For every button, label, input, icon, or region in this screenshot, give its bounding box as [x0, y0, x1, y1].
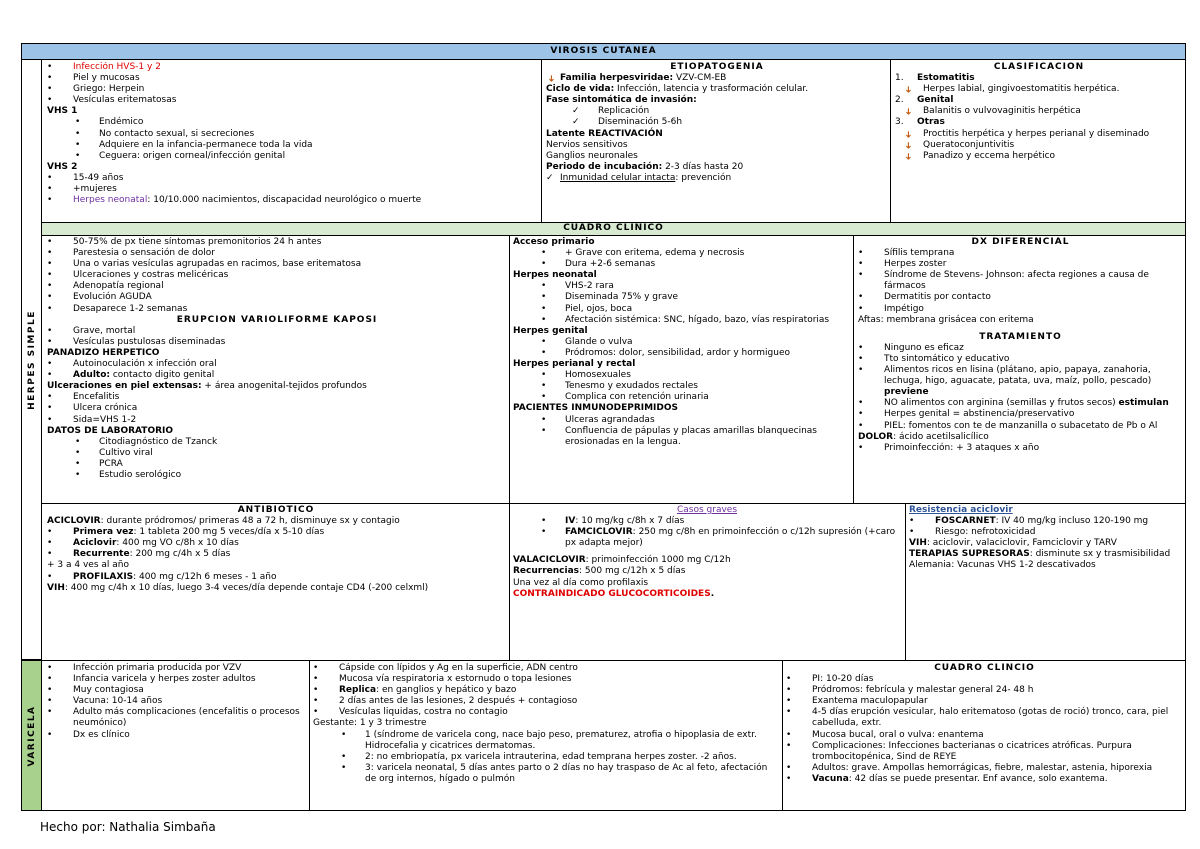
gestante-item: 2: no embriopatía, px varicela intrauterina, edad temprana herpes zoster. -2 años. [365, 751, 737, 762]
antibiotico-block [47, 505, 505, 657]
cc-item: Pródromos: dolor, sensibilidad, ardor y hormigueo [565, 347, 791, 358]
var-item: Mucosa bucal, oral o vulva: enantema [812, 729, 984, 740]
divider [541, 59, 542, 222]
cc-item: Encefalitis [73, 392, 120, 403]
divider [782, 660, 783, 811]
divider [890, 59, 891, 222]
tto-item: Herpes genital = abstinencia/preservativo [884, 409, 1075, 420]
var-item: PI: 10-20 días [812, 674, 874, 685]
divider [509, 503, 510, 660]
neonatal-heading: Herpes neonatal [513, 270, 597, 281]
aciclovir-label: ACICLOVIR [47, 516, 101, 527]
tto-item: Tto sintomático y educativo [884, 353, 1010, 364]
vhs1-item: Ceguera: origen corneal/infección genital [99, 150, 286, 161]
latente-item: Nervios sensitivos [546, 139, 628, 150]
adulto-text: contacto digito genital [109, 370, 215, 381]
divider [905, 503, 906, 660]
herpes-neonatal-label: Herpes neonatal [73, 195, 148, 206]
cc-item: Una o varias vesículas agrupadas en racimos, base eritematosa [73, 259, 362, 270]
clasif-item: Estomatitis [917, 73, 975, 84]
foscarnet-label: FOSCARNET [935, 516, 996, 527]
dx-item: Impétigo [884, 303, 924, 314]
var-item: Mucosa vía respiratoria x estornudo o topa lesiones [339, 674, 572, 685]
replica-text: : en ganglios y hepático y bazo [376, 685, 517, 696]
intro-item: Griego: Herpein [73, 84, 145, 95]
lab-item: PCRA [99, 458, 123, 469]
gestante-item: 3: varicela neonatal, 5 días antes parto o 2 días no hay traspaso de Ac al feto, afectación de org internos, hígado o pulmón [365, 762, 768, 784]
dolor-text: : ácido acetilsalicílico [893, 431, 989, 442]
intro-item: Piel y mucosas [73, 73, 140, 84]
cc-item: Sida=VHS 1-2 [73, 414, 137, 425]
tto-item: NO alimentos con arginina (semillas y frutos secos) [884, 398, 1119, 409]
cuadro-clinico-mid [513, 237, 851, 503]
clasif-subitem: Herpes labial, gingivoestomatitis herpética. [923, 84, 1120, 95]
primera-vez-label: Primera vez [73, 527, 134, 538]
author-footer: Hecho por: Nathalia Simbaña [40, 820, 216, 834]
cc-item: + Grave con eritema, edema y necrosis [565, 248, 745, 259]
vhs2-item: +mujeres [73, 184, 117, 195]
divider [42, 235, 1185, 236]
inmunidad-label: Inmunidad celular intacta [560, 172, 676, 183]
cc-item: Dura +2-6 semanas [565, 259, 656, 270]
varicela-right [786, 663, 1183, 809]
aciclovir-dose-text: : 400 mg VO c/8h x 10 días [116, 538, 239, 549]
latente-heading: Latente REACTIVACIÓN [546, 128, 663, 139]
vhs1-heading: VHS 1 [47, 106, 78, 117]
aciclovir-dose-label: Aciclovir [73, 538, 117, 549]
fase-item: Replicación [598, 106, 650, 117]
vih-label: VIH [47, 582, 65, 593]
vhs1-item: No contacto sexual, si secreciones [99, 128, 255, 139]
dx-diferencial-header: DX DIFERENCIAL [971, 237, 1070, 247]
cc-item: Homosexuales [565, 370, 631, 381]
var-item: Adulto más complicaciones (encefalitis o procesos neumónico) [73, 707, 300, 729]
clasif-subitem: Queratoconjuntivitis [923, 139, 1015, 150]
var-item: Vesículas liquidas, costra no contagio [339, 707, 508, 718]
vacuna-label: Vacuna [812, 773, 849, 784]
var-item: 2 días antes de las lesiones, 2 después + contagioso [339, 696, 578, 707]
var-item: Complicaciones: Infecciones bacterianas o cicatrices atróficas. Purpura trombocitopénica, Sind de REYE [812, 740, 1132, 762]
lab-item: Citodiagnóstico de Tzanck [99, 436, 218, 447]
aftas-text: Aftas: membrana grisácea con eritema [858, 314, 1034, 325]
cuadro-clinico-var-header: CUADRO CLINCIO [934, 663, 1035, 673]
vhs1-item: Adquiere en la infancia-permanece toda la vida [99, 139, 313, 150]
clasif-subitem: Balanitis o vulvovaginitis herpética [923, 106, 1081, 117]
erupcion-header: ERUPCION VARIOLIFORME KAPOSI [176, 314, 378, 325]
divider [42, 222, 1185, 223]
iv-label: IV [565, 516, 576, 527]
profilaxis-text: : 400 mg c/12h 6 meses - 1 año [133, 571, 277, 582]
cc-item: Complica con retención urinaria [565, 392, 709, 403]
divider [309, 660, 310, 811]
section-label-herpes [21, 59, 42, 660]
frame-bottom [21, 810, 1186, 811]
fase-item: Diseminación 5-6h [598, 117, 683, 128]
dx-item: Sífilis temprana [884, 248, 955, 259]
cc-item: Desaparece 1-2 semanas [73, 303, 188, 314]
periodo-text: 2-3 días hasta 20 [662, 161, 744, 172]
perianal-heading: Herpes perianal y rectal [513, 359, 636, 370]
cc-item: Adenopatía regional [73, 281, 164, 292]
resist-vih-text: : aciclovir, valaciclovir, Famciclovir y TARV [926, 538, 1117, 549]
var-item: Infancia varicela y herpes zoster adultos [73, 674, 256, 685]
resistencia-block [909, 505, 1183, 657]
acceso-heading: Acceso primario [513, 237, 595, 247]
recurrencias-text: : 500 mg c/12h x 5 días [579, 566, 686, 577]
dolor-label: DOLOR [858, 431, 894, 442]
riesgo-text: Riesgo: nefrotoxicidad [935, 527, 1036, 538]
casos-graves-block [513, 505, 901, 657]
cc-item: Tenesmo y exudados rectales [565, 381, 698, 392]
cc-item: Ulceraciones y costras melicéricas [73, 270, 229, 281]
latente-item: Ganglios neuronales [546, 150, 638, 161]
gestante-item: 1 (síndrome de varicela cong, nace bajo peso, prematurez, atrofia o hipoplasia de extr. Hidrocefalia y cicatrices dermatomas. [365, 729, 757, 751]
panadizo-heading: PANADIZO HERPETICO [47, 347, 160, 358]
varicela-left [47, 663, 305, 809]
famciclovir-label: FAMCICLOVIR [565, 527, 633, 538]
ciclo-label: Ciclo de vida: [546, 84, 615, 95]
cuadro-clinico-left [47, 237, 507, 503]
dx-item: Síndrome de Stevens- Johnson: afecta regiones a causa de fármacos [884, 270, 1149, 292]
cuadro-clinico-header: CUADRO CLINICO [42, 222, 1185, 235]
antibiotico-header: ANTIBIOTICO [237, 505, 315, 515]
profilaxis-note: Una vez al día como profilaxis [513, 577, 649, 588]
dx-item: Herpes zoster [884, 259, 947, 270]
alemania-text: Alemania: Vacunas VHS 1-2 descativados [909, 560, 1096, 571]
divider [509, 235, 510, 503]
vhs1-item: Endémico [99, 117, 144, 128]
familia-label: Familia herpesviridae: [560, 73, 674, 84]
valaciclovir-label: VALACICLOVIR [513, 555, 586, 566]
clasif-subitem: Proctitis herpética y herpes perianal y diseminado [923, 128, 1150, 139]
cc-item: Grave, mortal [73, 325, 136, 336]
profilaxis-label: PROFILAXIS [73, 571, 134, 582]
ulceraciones-label: Ulceraciones en piel extensas: [47, 381, 202, 392]
herpes-neonatal-text: : 10/10.000 nacimientos, discapacidad neurológico o muerte [147, 195, 422, 206]
var-item: Exantema maculopapular [812, 696, 928, 707]
terapias-label: TERAPIAS SUPRESORAS [909, 549, 1030, 560]
dx-item: Dermatitis por contacto [884, 292, 991, 303]
var-item: Infección primaria producida por VZV [73, 663, 242, 673]
ulceraciones-text: + área anogenital-tejidos profundos [201, 381, 367, 392]
datos-heading: DATOS DE LABORATORIO [47, 425, 174, 436]
resist-vih-label: VIH [909, 538, 927, 549]
cc-item: 50-75% de px tiene síntomas premonitorios 24 h antes [73, 237, 322, 247]
cc-item: Ulcera crónica [73, 403, 138, 414]
cc-item: Evolución AGUDA [73, 292, 152, 303]
var-item: Muy contagiosa [73, 685, 144, 696]
tto-item: PIEL: fomentos con te de manzanilla o subacetato de Pb o Al [884, 420, 1158, 431]
clasificacion-block: CLASIFICACION 1. Estomatitis ➜ Herpes labial, gingivoestomatitis herpética. 2. Genital ➜ Balanitis o vulvovaginitis herpética 3. Otras ➜ Proctitis herpética y herpes perianal y diseminado ➜ Queratoconjuntivitis ➜ Panadizo y eccema herpético [895, 62, 1183, 220]
intro-block [47, 62, 537, 220]
cc-item: Glande o vulva [565, 336, 633, 347]
vih-text: : 400 mg c/4h x 10 días, luego 3-4 veces/día depende contaje CD4 (-200 celxml) [64, 582, 429, 593]
gestante-heading: Gestante: 1 y 3 trimestre [313, 718, 427, 729]
cc-item: VHS-2 rara [565, 281, 614, 292]
adulto-label: Adulto: [73, 370, 110, 381]
section-label-varicela-text: VARICELA [26, 704, 37, 767]
tratamiento-header: TRATAMIENTO [979, 331, 1062, 342]
casos-graves-link[interactable]: Casos graves [676, 505, 738, 515]
ataques-text: + 3 a 4 ves al año [47, 560, 129, 571]
contraindicado-dot: . [710, 588, 715, 599]
var-item: Adultos: grave. Ampollas hemorrágicas, fiebre, malestar, astenia, hiporexia [812, 762, 1153, 773]
cuadro-clinico-right [858, 237, 1183, 503]
recurrencias-label: Recurrencias [513, 566, 580, 577]
var-item: Vacuna: 10-14 años [73, 696, 163, 707]
famciclovir-text: : 250 mg c/8h en primoinfección o c/12h supresión (+caro px adapta mejor) [565, 527, 896, 549]
page-title: VIROSIS CUTANEA [21, 43, 1186, 60]
clasif-subitem: Panadizo y eccema herpético [923, 150, 1056, 161]
aciclovir-text: : durante pródromos/ primeras 48 a 72 h, disminuye sx y contagio [100, 516, 400, 527]
clasif-item: Otras [917, 117, 945, 128]
resistencia-link[interactable]: Resistencia aciclovir [909, 505, 1013, 515]
var-item: Cápside con lípidos y Ag en la superficie, ADN centro [339, 663, 578, 673]
terapias-text: : disminute sx y trasmisibilidad [1029, 549, 1171, 560]
section-label-varicela [21, 660, 42, 811]
cc-item: Piel, ojos, boca [565, 303, 633, 314]
tto-item: Primoinfección: + 3 ataques x año [884, 442, 1040, 453]
cc-item: Vesículas pustulosas diseminadas [73, 336, 226, 347]
divider [42, 660, 1185, 661]
contraindicado-warning: CONTRAINDICADO GLUCOCORTICOIDES [513, 588, 711, 599]
cc-item: Afectación sistémica: SNC, hígado, bazo, vías respiratorias [565, 314, 830, 325]
etiopatogenia-block [546, 62, 888, 220]
cc-item: Diseminada 75% y grave [565, 292, 679, 303]
replica-label: Replica [339, 685, 377, 696]
genital-heading: Herpes genital [513, 325, 588, 336]
estimulan-label: estimulan [1118, 398, 1169, 409]
recurrente-label: Recurrente [73, 549, 130, 560]
clasificacion-header: CLASIFICACION [993, 62, 1085, 72]
intro-item: Infección HVS-1 y 2 [73, 62, 161, 72]
foscarnet-text: : IV 40 mg/kg incluso 120-190 mg [995, 516, 1149, 527]
tto-item: Alimentos ricos en lisina (plátano, apio, papaya, zanahoria, lechuga, higo, aguacate, patata, uva, maíz, pollo, pescado) [884, 365, 1152, 387]
cc-item: Ulceras agrandadas [565, 414, 655, 425]
vacuna-text: : 42 días se puede presentar. Enf avance, solo exantema. [848, 773, 1108, 784]
cc-item: Autoinoculación x infección oral [73, 359, 217, 370]
varicela-mid [313, 663, 779, 809]
etiopatogenia-header: ETIOPATOGENIA [670, 62, 764, 72]
var-item: Pródromos: febrícula y malestar general 24- 48 h [812, 685, 1034, 696]
cc-item: Parestesia o sensación de dolor [73, 248, 215, 259]
ciclo-text: Infección, latencia y trasformación celular. [614, 84, 809, 95]
lab-item: Estudio serológico [99, 469, 182, 480]
var-item: Dx es clínico [73, 729, 130, 740]
periodo-label: Periodo de incubación: [546, 161, 663, 172]
lab-item: Cultivo viral [99, 447, 153, 458]
vhs2-heading: VHS 2 [47, 161, 78, 172]
vhs2-item: 15-49 años [73, 172, 124, 183]
valaciclovir-text: : primoinfección 1000 mg C/12h [585, 555, 731, 566]
inmunodeprimidos-heading: PACIENTES INMUNODEPRIMIDOS [513, 403, 679, 414]
cc-item: Confluencia de pápulas y placas amarillas blanquecinas erosionadas en la lengua. [565, 425, 817, 447]
tto-item: Ninguno es eficaz [884, 342, 964, 353]
iv-text: : 10 mg/kg c/8h x 7 días [575, 516, 685, 527]
frame-right [1185, 59, 1186, 811]
inmunidad-text: : prevención [675, 172, 732, 183]
fase-label: Fase sintomática de invasión: [546, 95, 697, 106]
familia-text: VZV-CM-EB [673, 73, 727, 84]
intro-item: Vesículas eritematosas [73, 95, 177, 106]
previene-label: previene [884, 387, 929, 398]
divider [42, 503, 1185, 504]
section-label-herpes-text: HERPES SIMPLE [26, 309, 37, 410]
recurrente-text: : 200 mg c/4h x 5 días [129, 549, 231, 560]
clasif-item: Genital [917, 95, 954, 106]
divider [853, 235, 854, 503]
primera-vez-text: : 1 tableta 200 mg 5 veces/día x 5-10 días [133, 527, 325, 538]
var-item: 4-5 días erupción vesicular, halo eritematoso (gotas de roció) tronco, cara, piel cabelluda, extr. [812, 707, 1169, 729]
